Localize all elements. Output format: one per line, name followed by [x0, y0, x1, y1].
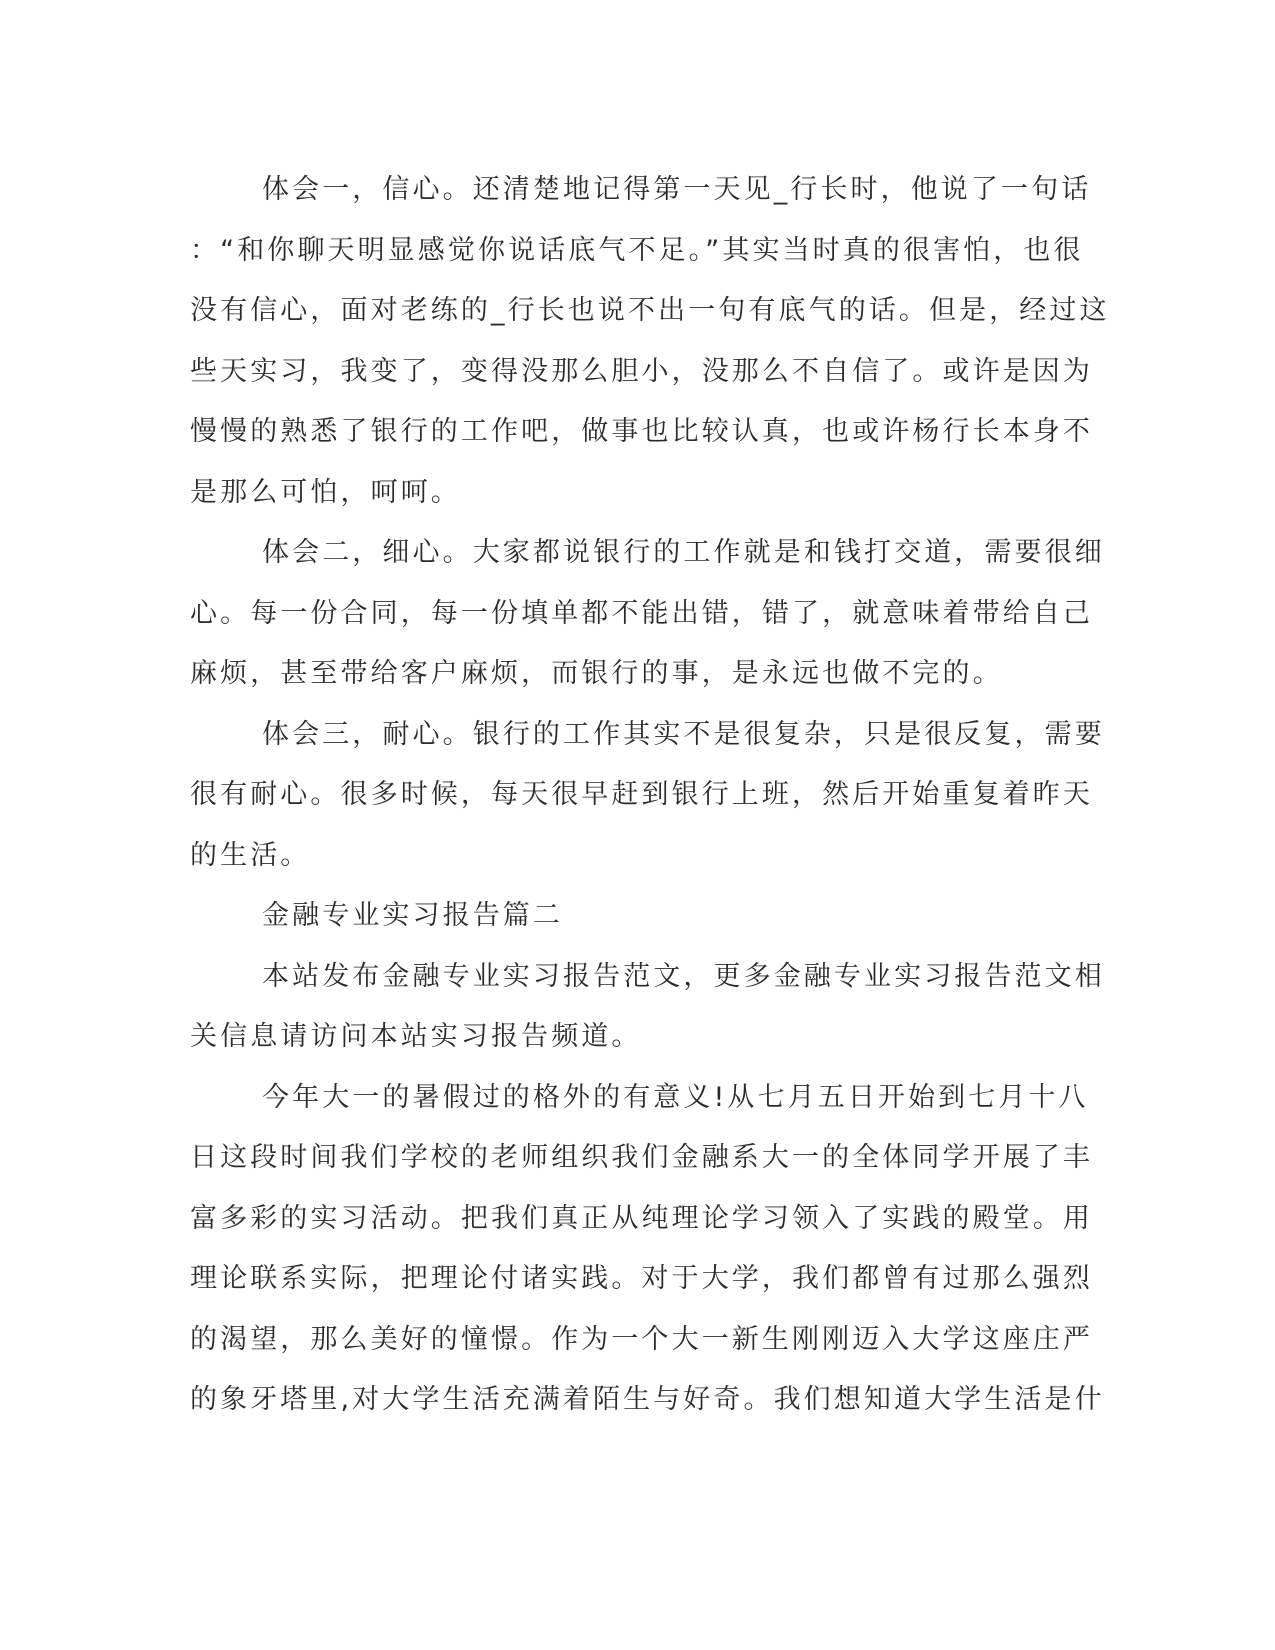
document-body: [190, 160, 1110, 1431]
text-line: 富多彩的实习活动。把我们真正从纯理论学习领入了实践的殿堂。用: [190, 1202, 1093, 1234]
text-line: 的渴望，那么美好的憧憬。作为一个大一新生刚刚迈入大学这座庄严: [190, 1323, 1093, 1355]
text-line: 没有信心，面对老练的_行长也说不出一句有底气的话。但是，经过这: [190, 295, 1110, 326]
text-line: 慢慢的熟悉了银行的工作吧，做事也比较认真，也或许杨行长本身不: [190, 416, 1093, 447]
text-line: 麻烦，甚至带给客户麻烦，而银行的事，是永远也做不完的。: [190, 658, 1003, 689]
text-line: 体会二，细心。大家都说银行的工作就是和钱打交道，需要很细: [262, 537, 1105, 568]
text-line: 心。每一份合同，每一份填单都不能出错，错了，就意味着带给自己: [190, 597, 1093, 629]
text-line: 关信息请访问本站实习报告频道。: [190, 1021, 642, 1052]
text-line: 日这段时间我们学校的老师组织我们金融系大一的全体同学开展了丰: [190, 1142, 1093, 1173]
text-line: 今年大一的暑假过的格外的有意义!从七月五日开始到七月十八: [262, 1081, 1089, 1113]
text-line: 的象牙塔里,对大学生活充满着陌生与好奇。我们想知道大学生活是什: [190, 1384, 1105, 1415]
text-line: 的生活。: [190, 839, 311, 871]
text-line: 很有耐心。很多时候，每天很早赶到银行上班，然后开始重复着昨天: [190, 779, 1093, 810]
section-heading: 金融专业实习报告篇二: [262, 900, 563, 931]
text-line: ：“和你聊天明显感觉你说话底气不足。”其实当时真的很害怕，也很: [190, 234, 1084, 266]
text-line: 本站发布金融专业实习报告范文，更多金融专业实习报告范文相: [262, 960, 1105, 992]
text-line: 体会一，信心。还清楚地记得第一天见_行长时，他说了一句话: [262, 174, 1092, 205]
text-line: 些天实习，我变了，变得没那么胆小，没那么不自信了。或许是因为: [190, 355, 1093, 387]
text-line: 理论联系实际，把理论付诸实践。对于大学，我们都曾有过那么强烈: [190, 1263, 1093, 1294]
text-line: 体会三，耐心。银行的工作其实不是很复杂，只是很反复，需要: [262, 718, 1105, 750]
text-line: 是那么可怕，呵呵。: [190, 476, 461, 508]
